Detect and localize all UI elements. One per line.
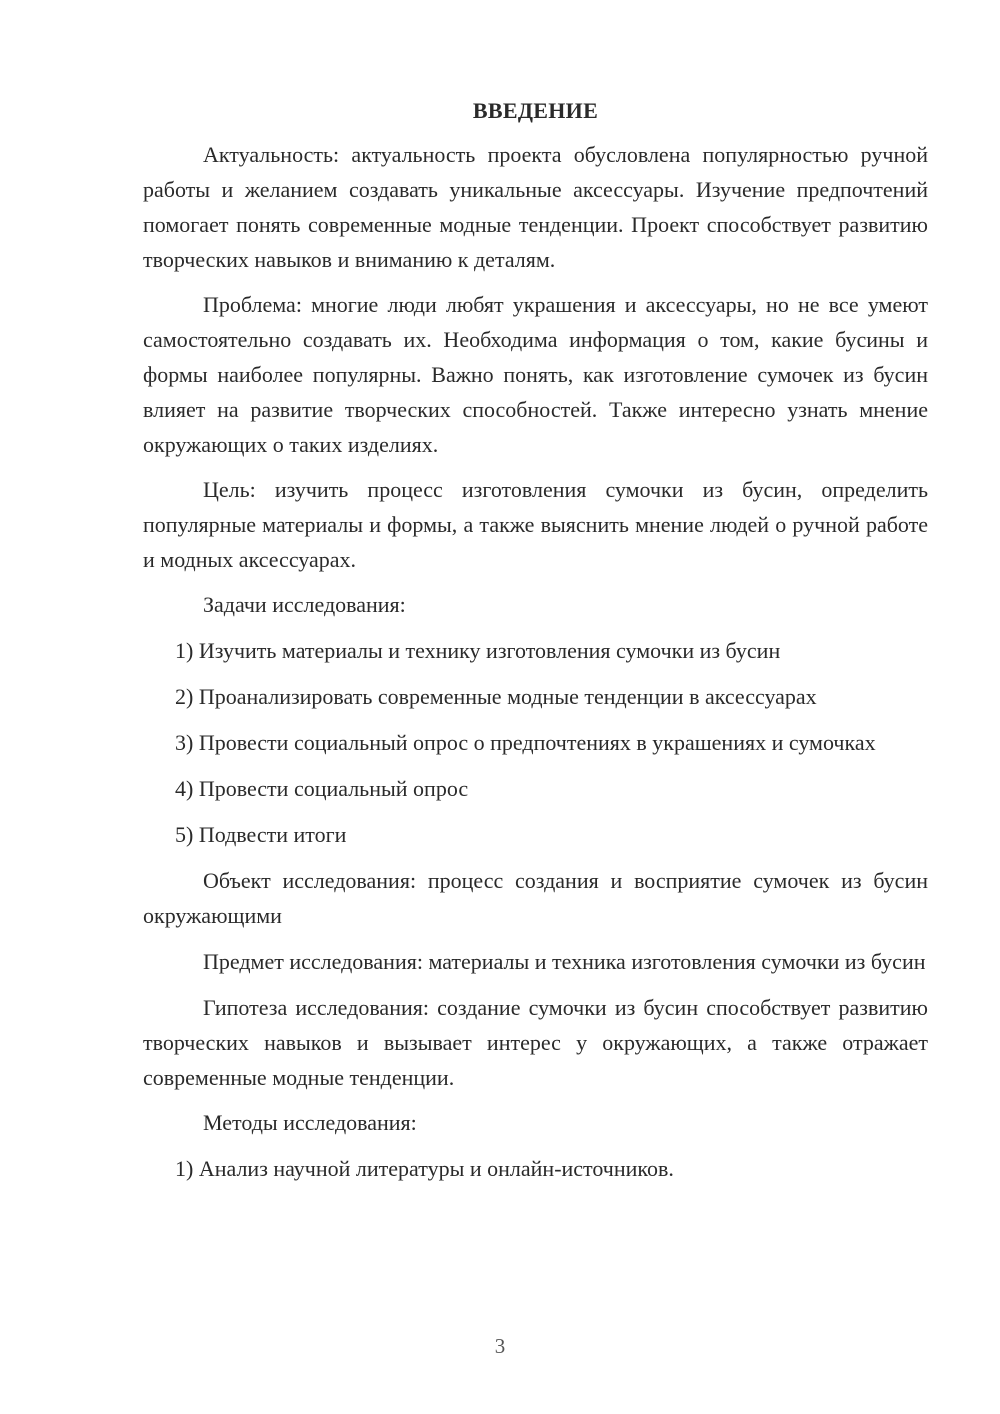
task-item: 1) Изучить материалы и технику изготовления сумочки из бусин <box>175 638 781 663</box>
page-number: 3 <box>494 1334 506 1358</box>
page-title: ВВЕДЕНИЕ <box>472 98 599 123</box>
subject-paragraph: Предмет исследования: материалы и техника изготовления сумочки из бусин <box>203 949 926 974</box>
object-paragraph: Объект исследования: процесс создания и восприятие сумочек из бусин окружающими <box>143 868 928 928</box>
hypothesis-paragraph: Гипотеза исследования: создание сумочки из бусин способствует развитию творческих навыков и вызывает интерес у окружающих, а также отражает современные модные тенденции. <box>143 995 928 1090</box>
relevance-paragraph: Актуальность: актуальность проекта обусловлена популярностью ручной работы и желанием создавать уникальные аксессуары. Изучение предпочтений помогает понять современные модные тенденции. Проект способствует развитию творческих навыков и вниманию к деталям. <box>143 142 928 272</box>
methods-heading: Методы исследования: <box>203 1110 417 1135</box>
tasks-heading: Задачи исследования: <box>203 592 406 617</box>
problem-paragraph: Проблема: многие люди любят украшения и аксессуары, но не все умеют самостоятельно создавать их. Необходима информация о том, какие бусины и формы наиболее популярны. Важно понять, как изготовление сумочек из бусин влияет на развитие творческих способностей. Также интересно узнать мнение окружающих о таких изделиях. <box>143 292 928 457</box>
goal-paragraph: Цель: изучить процесс изготовления сумочки из бусин, определить популярные материалы и формы, а также выяснить мнение людей о ручной работе и модных аксессуарах. <box>143 477 928 572</box>
task-item: 2) Проанализировать современные модные тенденции в аксессуарах <box>175 684 817 709</box>
task-item: 3) Провести социальный опрос о предпочтениях в украшениях и сумочках <box>175 730 876 755</box>
task-item: 4) Провести социальный опрос <box>175 776 469 801</box>
task-item: 5) Подвести итоги <box>175 822 347 847</box>
page-content <box>143 96 928 1186</box>
method-item: 1) Анализ научной литературы и онлайн-источников. <box>175 1156 674 1181</box>
